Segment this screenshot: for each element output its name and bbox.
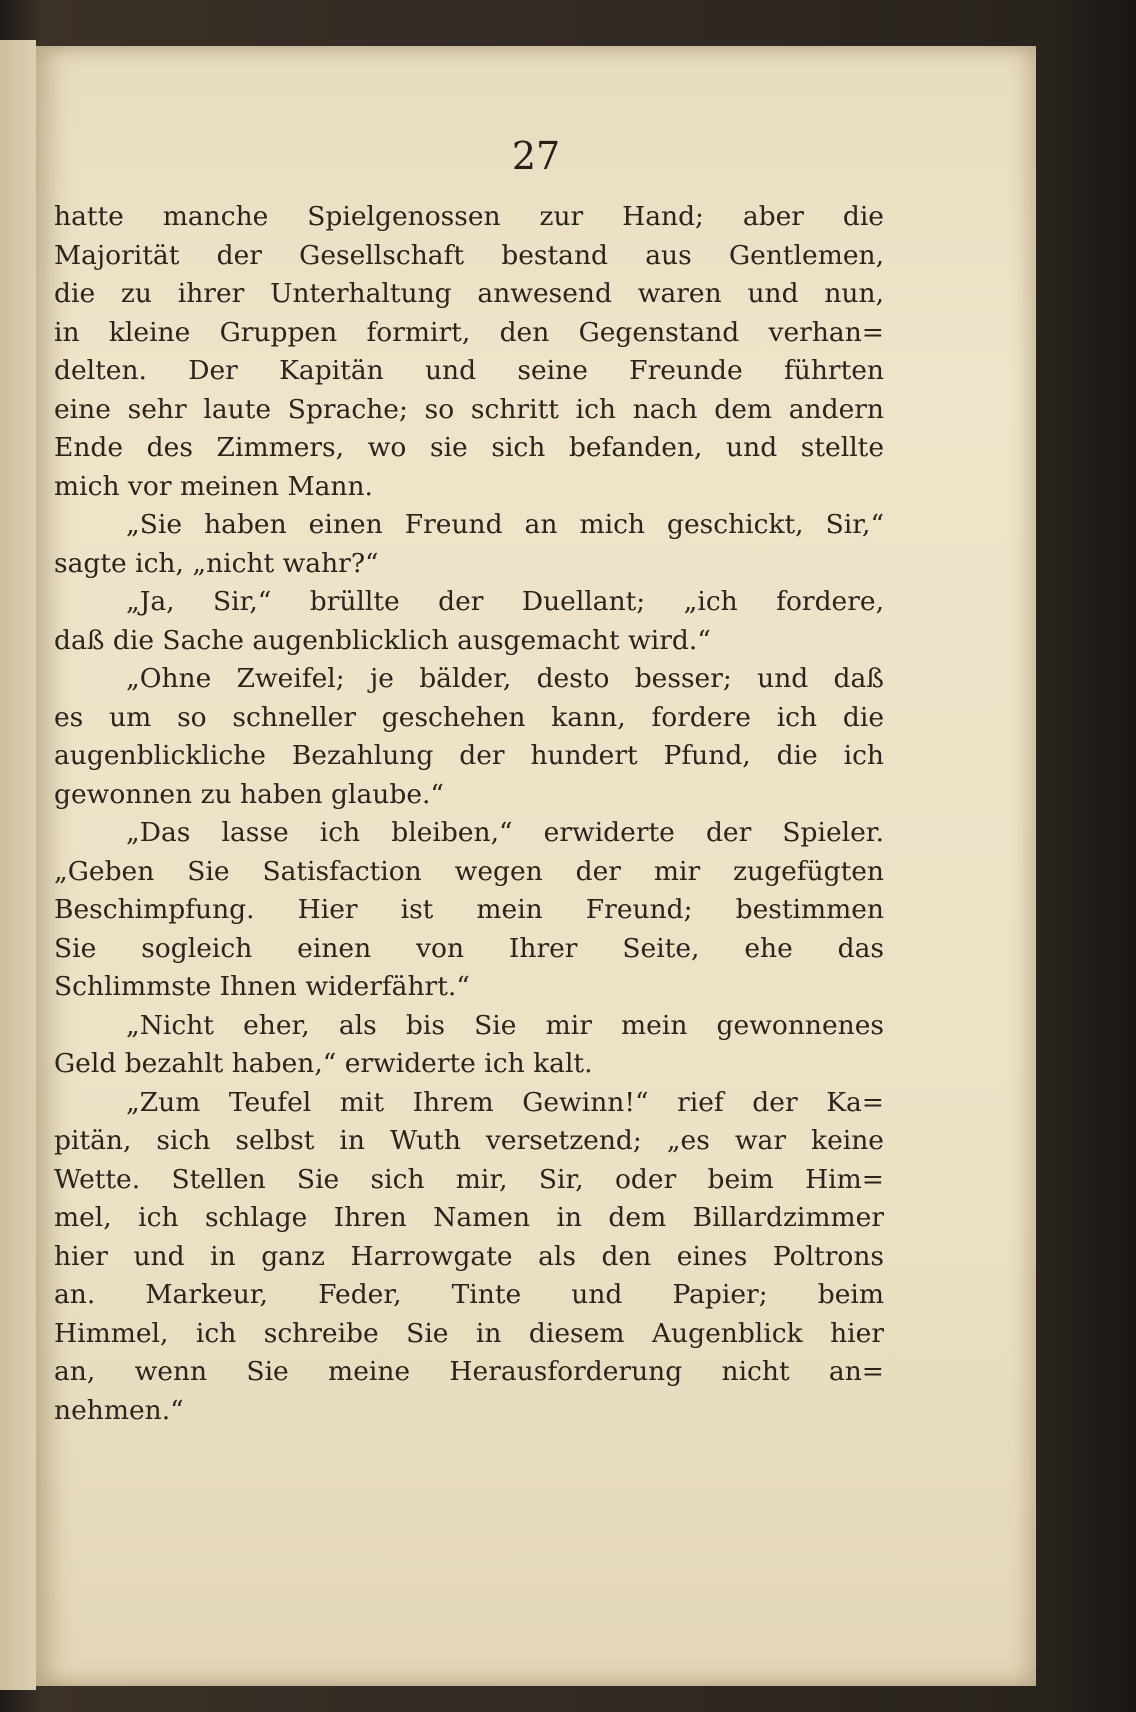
page-text <box>54 198 884 1430</box>
text-line: Wette. Stellen Sie sich mir, Sir, oder beim Him= <box>54 1163 884 1195</box>
text-line: nehmen.“ <box>54 1394 184 1426</box>
text-line: „Das lasse ich bleiben,“ erwiderte der Spieler. <box>126 817 884 848</box>
text-line: Geld bezahlt haben,“ erwiderte ich kalt. <box>54 1048 593 1079</box>
text-line: Himmel, ich schreibe Sie in diesem Augenblick hier <box>54 1317 884 1349</box>
text-line: hatte manche Spielgenossen zur Hand; aber die <box>54 201 884 232</box>
text-line: mel, ich schlage Ihren Namen in dem Billardzimmer <box>54 1202 884 1233</box>
text-line: Schlimmste Ihnen widerfährt.“ <box>54 971 470 1002</box>
text-line: „Geben Sie Satisfaction wegen der mir zugefügten <box>54 855 884 887</box>
page-number: 27 <box>511 134 561 178</box>
text-line: Ende des Zimmers, wo sie sich befanden, und stellte <box>54 432 884 463</box>
text-line: Sie sogleich einen von Ihrer Seite, ehe das <box>54 932 884 964</box>
book-page <box>36 46 1036 1686</box>
text-line: „Sie haben einen Freund an mich geschickt, Sir,“ <box>126 509 884 540</box>
text-line: „Nicht eher, als bis Sie mir mein gewonnenes <box>126 1009 884 1041</box>
text-line: sagte ich, „nicht wahr?“ <box>54 547 379 579</box>
text-line: gewonnen zu haben glaube.“ <box>54 778 444 810</box>
text-line: pitän, sich selbst in Wuth versetzend; „es war keine <box>54 1125 884 1156</box>
text-line: es um so schneller geschehen kann, fordere ich die <box>54 701 884 733</box>
text-line: daß die Sache augenblicklich ausgemacht wird.“ <box>54 624 711 656</box>
text-line: hier und in ganz Harrowgate als den eines Poltrons <box>54 1240 884 1272</box>
text-line: Beschimpfung. Hier ist mein Freund; bestimmen <box>54 894 884 925</box>
previous-page-edge <box>0 40 36 1690</box>
text-line: an, wenn Sie meine Herausforderung nicht an= <box>54 1356 884 1387</box>
text-line: „Zum Teufel mit Ihrem Gewinn!“ rief der Ka= <box>126 1086 884 1118</box>
text-line: die zu ihrer Unterhaltung anwesend waren und nun, <box>54 278 884 309</box>
text-line: eine sehr laute Sprache; so schritt ich nach dem andern <box>54 393 884 425</box>
text-line: delten. Der Kapitän und seine Freunde führten <box>54 355 884 386</box>
text-line: „Ohne Zweifel; je bälder, desto besser; und daß <box>126 663 884 694</box>
text-line: in kleine Gruppen formirt, den Gegenstand verhan= <box>54 316 884 348</box>
text-line: „Ja, Sir,“ brüllte der Duellant; „ich fordere, <box>126 586 884 617</box>
text-line: augenblickliche Bezahlung der hundert Pfund, die ich <box>54 740 884 771</box>
text-line: an. Markeur, Feder, Tinte und Papier; beim <box>54 1279 884 1310</box>
text-line: Majorität der Gesellschaft bestand aus Gentlemen, <box>54 239 884 271</box>
text-line: mich vor meinen Mann. <box>54 470 373 502</box>
